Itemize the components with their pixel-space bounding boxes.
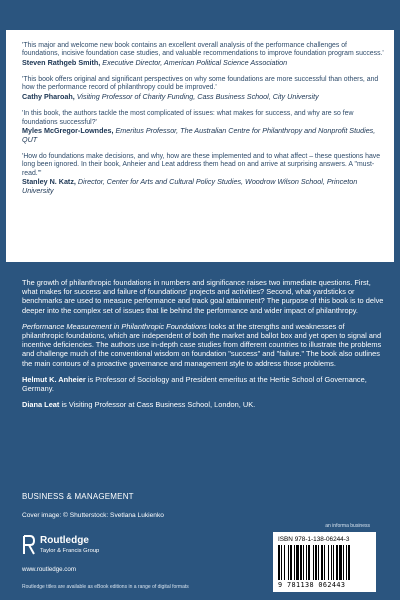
author-name: Helmut K. Anheier [22, 374, 86, 384]
endorsement-attribution [22, 127, 384, 144]
publisher-name: Routledge [40, 535, 89, 546]
endorser-name: Steven Rathgeb Smith, [22, 57, 101, 67]
book-title-inline: Performance Measurement in Philanthropic Foundations [22, 321, 207, 331]
endorsement-3 [22, 110, 384, 144]
endorsement-text: 'This book offers original and significant perspectives on why some foundations are more successful than others, and how the performance record of philanthropy could be improved.' [22, 76, 379, 92]
informa-tagline: an informa business [325, 523, 370, 529]
isbn-label: ISBN 978-1-138-06244-3 [278, 536, 350, 543]
endorsement-attribution [22, 178, 384, 195]
endorsement-4 [22, 153, 384, 195]
endorser-role: Visiting Professor of Charity Funding, Cass Business School, City University [76, 91, 319, 101]
author-bio-text: is Professor of Sociology and President emeritus at the Hertie School of Governance, Germany. [22, 374, 367, 394]
author-name: Diana Leat [22, 400, 60, 410]
author-bio [22, 375, 384, 393]
routledge-r-icon [22, 534, 36, 556]
description-text: looks at the strengths and weaknesses of philanthropic foundations, which are independent of both the market and ballot box and yet open to signal and incentive deficiencies. The authors use in-depth case studies from different countries to illustrate the problems and challenge much of the conventional wisdom on foundation "success" and "failure." The book also outlines the main contours of a proactive governance and management style to address those problems. [22, 321, 382, 368]
endorser-name: Cathy Pharoah, [22, 91, 75, 101]
endorser-name: Stanley N. Katz, [22, 177, 76, 187]
description-paragraph: The growth of philanthropic foundations in numbers and significance raises two immediate questions. First, what makes for success and failure of foundations' projects and activities? Second, what yardsticks or benchmarks are used to measure performance and track goal attainment? The purpose of this book is to delve deeper into the complex set of issues that lie behind the performance and wider impact of philanthropy. [22, 278, 384, 315]
endorsement-text: 'This major and welcome new book contains an excellent overall analysis of the performance challenges of foundations, incisive foundation case studies, and valuable recommendations to improve foundation program success.' [22, 42, 384, 58]
cover-image-credit: Cover image: © Shutterstock: Svetlana Lukienko [22, 512, 164, 519]
endorsement-text: 'In this book, the authors tackle the most complicated of issues: what makes for success, and why are so few foundations successful?' [22, 110, 354, 126]
endorsement-1 [22, 42, 384, 67]
publisher-group: Taylor & Francis Group [40, 548, 100, 554]
ebook-note: Routledge titles are available as eBook editions in a range of digital formats [22, 584, 189, 590]
author-bio [22, 400, 384, 409]
barcode-number: 9 781138 062443 [278, 581, 346, 589]
barcode [278, 545, 371, 580]
publisher-url[interactable]: www.routledge.com [22, 566, 76, 573]
endorser-role: Emeritus Professor, The Australian Centre for Philanthropy and Nonprofit Studies, QUT [22, 125, 376, 144]
description-paragraph [22, 322, 384, 368]
author-bio-text: is Visiting Professor at Cass Business School, London, UK. [59, 400, 256, 410]
endorsement-2 [22, 76, 384, 101]
endorser-role: Director, Center for Arts and Cultural Policy Studies, Woodrow Wilson School, Princeton University [22, 177, 358, 195]
endorsement-attribution [22, 59, 384, 68]
endorser-name: Myles McGregor-Lowndes, [22, 125, 114, 135]
barcode-panel [273, 523, 376, 592]
endorsement-text: 'How do foundations make decisions, and why, how are these implemented and to what affect – these questions have long been ignored. In their book, Anheier and Leat address them head on and arrive at surprising answers. A "must-read."' [22, 153, 381, 177]
subject-category: BUSINESS & MANAGEMENT [22, 492, 134, 501]
book-description [22, 278, 384, 416]
endorsement-attribution [22, 93, 384, 102]
endorser-role: Executive Director, American Political Science Association [102, 57, 288, 67]
publisher-logo [22, 534, 142, 564]
endorsements [22, 42, 384, 204]
